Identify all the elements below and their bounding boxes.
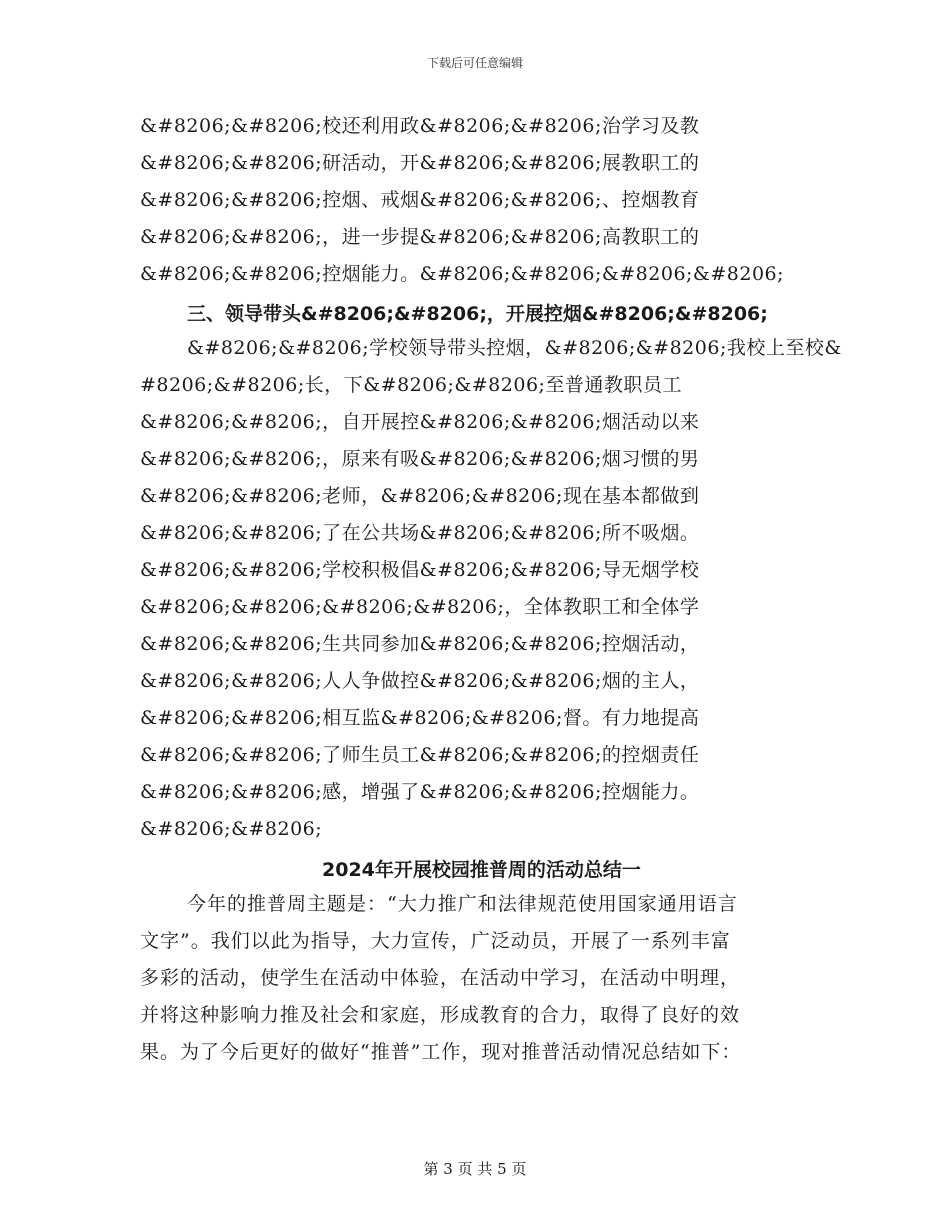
body-line: 并将这种影响力推及社会和家庭，形成教育的合力，取得了良好的效 [140,1004,741,1026]
page-header: 下载后可任意编辑 [426,56,523,70]
body-line: 文字”。我们以此为指导，大力宣传，广泛动员，开展了一系列丰富 [140,930,731,952]
body-line: &#8206;&#8206;校还利用政&#8206;&#8206;治学习及教 [140,115,700,137]
body-line: &#8206;&#8206;学校领导带头控烟，&#8206;&#8206;我校上至校& [187,337,842,359]
body-line: &#8206;&#8206;控烟能力。&#8206;&#8206;&#8206;&#8206; [140,263,785,285]
body-line: &#8206;&#8206;，原来有吸&#8206;&#8206;烟习惯的男 [140,448,700,470]
page-number: 第 3 页 共 5 页 [423,1160,527,1178]
section-heading: 三、领导带头&#8206;&#8206;，开展控烟&#8206;&#8206; [187,303,768,325]
body-line: &#8206;&#8206;感，增强了&#8206;&#8206;控烟能力。 [140,781,700,803]
body-line: &#8206;&#8206;控烟、戒烟&#8206;&#8206;、控烟教育 [140,189,700,211]
body-line: &#8206;&#8206;老师，&#8206;&#8206;现在基本都做到 [140,485,700,507]
body-line: &#8206;&#8206;，进一步提&#8206;&#8206;高教职工的 [140,226,700,248]
body-line: &#8206;&#8206;了师生员工&#8206;&#8206;的控烟责任 [140,744,700,766]
body-line: &#8206;&#8206; [140,818,323,840]
body-line: &#8206;&#8206;，自开展控&#8206;&#8206;烟活动以来 [140,411,700,433]
body-line: &#8206;&#8206;相互监&#8206;&#8206;督。有力地提高 [140,707,700,729]
body-line: &#8206;&#8206;学校积极倡&#8206;&#8206;导无烟学校 [140,559,700,581]
body-line: 多彩的活动，使学生在活动中体验，在活动中学习，在活动中明理， [140,967,741,989]
body-line: 今年的推普周主题是：“大力推广和法律规范使用国家通用语言 [187,893,738,915]
document-title: 2024年开展校园推普周的活动总结一 [322,859,641,881]
body-line: 果。为了今后更好的做好“推普”工作，现对推普活动情况总结如下： [140,1041,742,1063]
body-line: &#8206;&#8206;了在公共场&#8206;&#8206;所不吸烟。 [140,522,700,544]
body-line: &#8206;&#8206;生共同参加&#8206;&#8206;控烟活动， [140,633,700,655]
body-line: &#8206;&#8206;人人争做控&#8206;&#8206;烟的主人， [140,670,700,692]
body-line: &#8206;&#8206;研活动，开&#8206;&#8206;展教职工的 [140,152,700,174]
body-line: &#8206;&#8206;&#8206;&#8206;，全体教职工和全体学 [140,596,700,618]
body-line: #8206;&#8206;长，下&#8206;&#8206;至普通教职员工 [140,374,682,396]
